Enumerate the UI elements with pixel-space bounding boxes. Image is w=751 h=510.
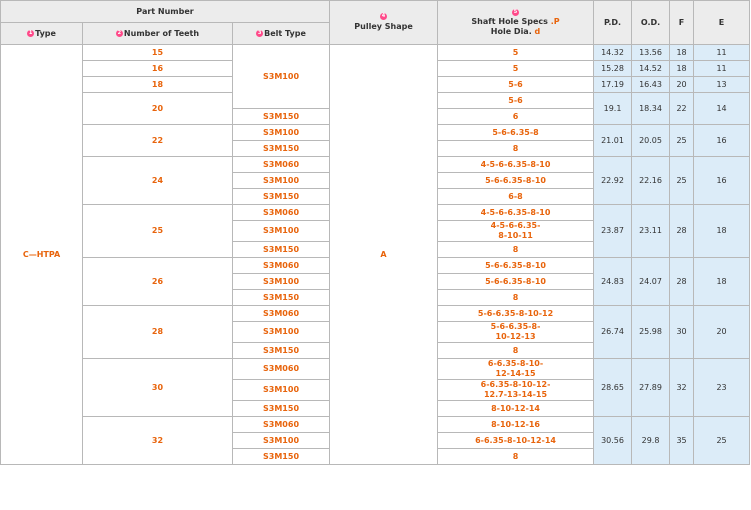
od-cell: 20.05 <box>632 125 670 157</box>
belt-cell: S3M100 <box>233 274 330 290</box>
od-header: O.D. <box>632 1 670 45</box>
belt-cell: S3M100 <box>233 173 330 189</box>
od-cell: 22.16 <box>632 157 670 205</box>
f-cell: 28 <box>670 205 694 258</box>
belt-cell: S3M150 <box>233 189 330 205</box>
f-cell: 28 <box>670 258 694 306</box>
belt-cell: S3M100 <box>233 221 330 242</box>
circled-number-4-icon: 4 <box>381 13 386 19</box>
od-cell: 14.52 <box>632 61 670 77</box>
e-cell: 16 <box>694 125 750 157</box>
belt-cell: S3M060 <box>233 205 330 221</box>
shaft-cell: 8 <box>438 242 594 258</box>
pulley-shape-cell: A <box>330 45 438 465</box>
pd-cell: 15.28 <box>594 61 632 77</box>
pd-cell: 26.74 <box>594 306 632 359</box>
od-cell: 13.56 <box>632 45 670 61</box>
od-cell: 29.8 <box>632 417 670 465</box>
belt-cell: S3M150 <box>233 401 330 417</box>
belt-cell: S3M060 <box>233 306 330 322</box>
part-number-header: Part Number <box>1 1 330 23</box>
belt-cell: S3M150 <box>233 343 330 359</box>
shaft-cell: 8-10-12-14 <box>438 401 594 417</box>
pd-header: P.D. <box>594 1 632 45</box>
pd-cell: 14.32 <box>594 45 632 61</box>
teeth-cell: 28 <box>83 306 233 359</box>
shaft-cell: 5-6-6.35-8 <box>438 125 594 141</box>
pd-cell: 19.1 <box>594 93 632 125</box>
pd-cell: 22.92 <box>594 157 632 205</box>
f-cell: 25 <box>670 125 694 157</box>
belt-cell: S3M060 <box>233 417 330 433</box>
teeth-cell: 30 <box>83 359 233 417</box>
belt-cell: S3M150 <box>233 141 330 157</box>
f-cell: 18 <box>670 45 694 61</box>
shaft-cell: 4-5-6-6.35- 8-10-11 <box>438 221 594 242</box>
teeth-cell: 20 <box>83 93 233 125</box>
belt-cell: S3M060 <box>233 258 330 274</box>
teeth-cell: 32 <box>83 417 233 465</box>
belt-cell: S3M100 <box>233 380 330 401</box>
teeth-cell: 25 <box>83 205 233 258</box>
shaft-cell: 5-6 <box>438 93 594 109</box>
e-cell: 11 <box>694 45 750 61</box>
e-cell: 18 <box>694 258 750 306</box>
shaft-cell: 6 <box>438 109 594 125</box>
e-cell: 25 <box>694 417 750 465</box>
shaft-cell: 8-10-12-16 <box>438 417 594 433</box>
teeth-cell: 16 <box>83 61 233 77</box>
e-cell: 18 <box>694 205 750 258</box>
belt-cell: S3M150 <box>233 290 330 306</box>
f-cell: 30 <box>670 306 694 359</box>
pd-cell: 30.56 <box>594 417 632 465</box>
od-cell: 18.34 <box>632 93 670 125</box>
shaft-cell: 5-6-6.35-8-10 <box>438 274 594 290</box>
teeth-cell: 26 <box>83 258 233 306</box>
shaft-cell: 5-6-6.35-8-10 <box>438 173 594 189</box>
f-cell: 22 <box>670 93 694 125</box>
teeth-cell: 24 <box>83 157 233 205</box>
od-cell: 16.43 <box>632 77 670 93</box>
e-cell: 13 <box>694 77 750 93</box>
circled-number-1-icon: 1 <box>28 29 33 36</box>
f-cell: 32 <box>670 359 694 417</box>
shaft-cell: 8 <box>438 343 594 359</box>
e-cell: 14 <box>694 93 750 125</box>
shaft-cell: 4-5-6-6.35-8-10 <box>438 157 594 173</box>
f-cell: 25 <box>670 157 694 205</box>
shaft-cell: 6-6.35-8-10- 12-14-15 <box>438 359 594 380</box>
table-row <box>1 45 750 61</box>
belt-cell: S3M060 <box>233 359 330 380</box>
belt-cell: S3M100 <box>233 45 330 109</box>
type-cell: C—HTPA <box>1 45 83 465</box>
circled-number-5-icon: 5 <box>513 8 518 15</box>
od-cell: 23.11 <box>632 205 670 258</box>
e-cell: 16 <box>694 157 750 205</box>
belt-type-header: 3 Belt Type <box>233 23 330 45</box>
shaft-cell: 5-6-6.35-8-10-12 <box>438 306 594 322</box>
od-cell: 25.98 <box>632 306 670 359</box>
belt-cell: S3M150 <box>233 242 330 258</box>
shaft-cell: 5-6 <box>438 77 594 93</box>
shaft-cell: 5 <box>438 61 594 77</box>
e-cell: 11 <box>694 61 750 77</box>
shaft-cell: 8 <box>438 449 594 465</box>
shaft-cell: 5-6-6.35-8- 10-12-13 <box>438 322 594 343</box>
pd-cell: 28.65 <box>594 359 632 417</box>
teeth-cell: 15 <box>83 45 233 61</box>
e-header: E <box>694 1 750 45</box>
shaft-cell: 4-5-6-6.35-8-10 <box>438 205 594 221</box>
shaft-cell: 6-6.35-8-10-12- 12.7-13-14-15 <box>438 380 594 401</box>
belt-cell: S3M150 <box>233 449 330 465</box>
teeth-header: 2 Number of Teeth <box>83 23 233 45</box>
pd-cell: 21.01 <box>594 125 632 157</box>
shaft-cell: 5 <box>438 45 594 61</box>
circled-number-3-icon: 3 <box>257 29 262 36</box>
shaft-cell: 5-6-6.35-8-10 <box>438 258 594 274</box>
od-cell: 27.89 <box>632 359 670 417</box>
e-cell: 20 <box>694 306 750 359</box>
teeth-cell: 18 <box>83 77 233 93</box>
type-header: 1 Type <box>1 23 83 45</box>
belt-cell: S3M100 <box>233 125 330 141</box>
f-cell: 35 <box>670 417 694 465</box>
shaft-cell: 6-8 <box>438 189 594 205</box>
shaft-cell: 8 <box>438 290 594 306</box>
pulley-shape-header: 4 Pulley Shape <box>330 1 438 45</box>
teeth-cell: 22 <box>83 125 233 157</box>
belt-cell: S3M150 <box>233 109 330 125</box>
od-cell: 24.07 <box>632 258 670 306</box>
f-cell: 18 <box>670 61 694 77</box>
pd-cell: 17.19 <box>594 77 632 93</box>
f-cell: 20 <box>670 77 694 93</box>
shaft-cell: 8 <box>438 141 594 157</box>
belt-cell: S3M060 <box>233 157 330 173</box>
f-header: F <box>670 1 694 45</box>
shaft-hole-header: 5 Shaft Hole Specs .P Hole Dia. d <box>438 1 594 45</box>
belt-cell: S3M100 <box>233 322 330 343</box>
pd-cell: 23.87 <box>594 205 632 258</box>
pd-cell: 24.83 <box>594 258 632 306</box>
circled-number-2-icon: 2 <box>117 29 122 36</box>
belt-cell: S3M100 <box>233 433 330 449</box>
shaft-cell: 6-6.35-8-10-12-14 <box>438 433 594 449</box>
e-cell: 23 <box>694 359 750 417</box>
